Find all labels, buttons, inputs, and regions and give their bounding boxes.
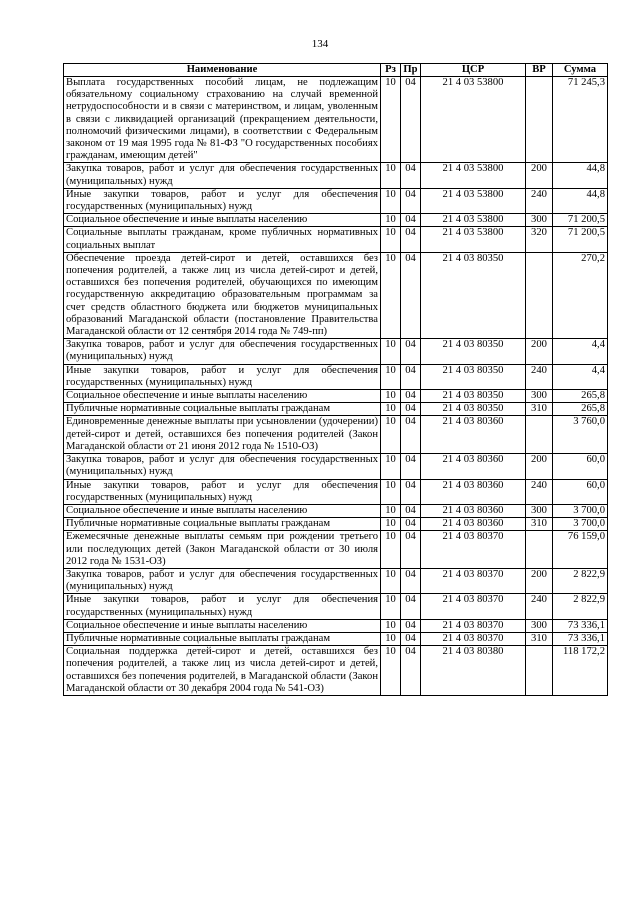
cell-name: Ежемесячные денежные выплаты семьям при рождении третьего или последующих детей (Закон Магаданской области от 30 июля 2012 года № 1531-ОЗ) <box>64 531 381 569</box>
cell-sum: 265,8 <box>553 403 608 416</box>
cell-csr: 21 4 03 80370 <box>421 531 526 569</box>
cell-csr: 21 4 03 80350 <box>421 252 526 338</box>
cell-csr: 21 4 03 80360 <box>421 416 526 454</box>
cell-vr: 200 <box>526 339 553 364</box>
cell-csr: 21 4 03 80350 <box>421 339 526 364</box>
cell-name: Публичные нормативные социальные выплаты гражданам <box>64 403 381 416</box>
cell-csr: 21 4 03 80370 <box>421 619 526 632</box>
cell-name: Социальное обеспечение и иные выплаты населению <box>64 619 381 632</box>
cell-name: Социальные выплаты гражданам, кроме публичных нормативных социальных выплат <box>64 227 381 252</box>
cell-name: Иные закупки товаров, работ и услуг для обеспечения государственных (муниципальных) нужд <box>64 594 381 619</box>
cell-vr <box>526 646 553 696</box>
cell-sum: 71 245,3 <box>553 77 608 163</box>
cell-vr: 300 <box>526 214 553 227</box>
cell-pr: 04 <box>401 416 421 454</box>
cell-name: Социальное обеспечение и иные выплаты населению <box>64 390 381 403</box>
cell-name: Обеспечение проезда детей-сирот и детей, оставшихся без попечения родителей, а также лиц из числа детей-сирот и детей, оставшихся без попечения родителей, обучающихся по имеющим государственную аккредитацию образовательным программам за счет средств областного бюджета или бюджетов муниципальных образований Магаданской области (постановление Правительства Магаданской области от 12 сентября 2014 года № 749-пп) <box>64 252 381 338</box>
cell-sum: 71 200,5 <box>553 214 608 227</box>
cell-sum: 265,8 <box>553 390 608 403</box>
cell-csr: 21 4 03 53800 <box>421 227 526 252</box>
cell-rz: 10 <box>381 619 401 632</box>
cell-vr: 300 <box>526 504 553 517</box>
cell-vr: 240 <box>526 479 553 504</box>
table-body <box>64 77 608 696</box>
cell-csr: 21 4 03 80380 <box>421 646 526 696</box>
page-number: 134 <box>311 38 329 50</box>
table-row <box>64 252 608 338</box>
cell-csr: 21 4 03 80370 <box>421 632 526 645</box>
cell-name: Единовременные денежные выплаты при усыновлении (удочерении) детей-сирот и детей, оставшихся без попечения родителей (Закон Магаданской области от 21 июня 2012 года № 1510-ОЗ) <box>64 416 381 454</box>
cell-sum: 270,2 <box>553 252 608 338</box>
cell-pr: 04 <box>401 188 421 213</box>
cell-csr: 21 4 03 53800 <box>421 214 526 227</box>
cell-pr: 04 <box>401 252 421 338</box>
cell-csr: 21 4 03 53800 <box>421 163 526 188</box>
table-row <box>64 227 608 252</box>
cell-pr: 04 <box>401 77 421 163</box>
cell-name: Иные закупки товаров, работ и услуг для обеспечения государственных (муниципальных) нужд <box>64 188 381 213</box>
cell-sum: 71 200,5 <box>553 227 608 252</box>
table-row <box>64 390 608 403</box>
cell-csr: 21 4 03 80370 <box>421 594 526 619</box>
cell-vr: 200 <box>526 454 553 479</box>
cell-pr: 04 <box>401 403 421 416</box>
cell-sum: 73 336,1 <box>553 632 608 645</box>
cell-vr: 240 <box>526 594 553 619</box>
cell-vr: 310 <box>526 632 553 645</box>
cell-rz: 10 <box>381 252 401 338</box>
cell-rz: 10 <box>381 188 401 213</box>
table-row <box>64 568 608 593</box>
cell-vr: 240 <box>526 188 553 213</box>
cell-sum: 44,8 <box>553 188 608 213</box>
cell-rz: 10 <box>381 531 401 569</box>
table-row <box>64 77 608 163</box>
cell-rz: 10 <box>381 227 401 252</box>
cell-vr: 300 <box>526 390 553 403</box>
cell-rz: 10 <box>381 568 401 593</box>
cell-csr: 21 4 03 80350 <box>421 364 526 389</box>
header-rz: Рз <box>381 64 401 77</box>
header-pr: Пр <box>401 64 421 77</box>
header-vr: ВР <box>526 64 553 77</box>
table-row <box>64 619 608 632</box>
cell-csr: 21 4 03 80360 <box>421 479 526 504</box>
header-sum: Сумма <box>553 64 608 77</box>
cell-rz: 10 <box>381 163 401 188</box>
cell-sum: 4,4 <box>553 364 608 389</box>
cell-vr <box>526 416 553 454</box>
cell-csr: 21 4 03 53800 <box>421 77 526 163</box>
cell-pr: 04 <box>401 364 421 389</box>
cell-name: Социальное обеспечение и иные выплаты населению <box>64 214 381 227</box>
cell-sum: 3 700,0 <box>553 518 608 531</box>
budget-table <box>63 63 608 696</box>
cell-vr: 310 <box>526 518 553 531</box>
cell-sum: 44,8 <box>553 163 608 188</box>
cell-csr: 21 4 03 80360 <box>421 518 526 531</box>
cell-vr <box>526 252 553 338</box>
cell-name: Публичные нормативные социальные выплаты гражданам <box>64 518 381 531</box>
cell-sum: 76 159,0 <box>553 531 608 569</box>
cell-pr: 04 <box>401 632 421 645</box>
header-name: Наименование <box>64 64 381 77</box>
cell-rz: 10 <box>381 364 401 389</box>
cell-sum: 3 760,0 <box>553 416 608 454</box>
cell-vr: 300 <box>526 619 553 632</box>
cell-name: Закупка товаров, работ и услуг для обеспечения государственных (муниципальных) нужд <box>64 568 381 593</box>
table-row <box>64 416 608 454</box>
cell-sum: 3 700,0 <box>553 504 608 517</box>
table-row <box>64 518 608 531</box>
cell-vr: 200 <box>526 568 553 593</box>
cell-pr: 04 <box>401 619 421 632</box>
table-row <box>64 504 608 517</box>
cell-name: Иные закупки товаров, работ и услуг для обеспечения государственных (муниципальных) нужд <box>64 479 381 504</box>
cell-pr: 04 <box>401 227 421 252</box>
cell-name: Выплата государственных пособий лицам, не подлежащим обязательному социальному страхованию на случай временной нетрудоспособности и в связи с материнством, и лицам, уволенным в связи с ликвидацией организаций (прекращением деятельности, полномочий физическими лицами), в соответствии с Федеральным законом от 19 мая 1995 года № 81-ФЗ "О государственных пособиях гражданам, имеющим детей" <box>64 77 381 163</box>
cell-pr: 04 <box>401 163 421 188</box>
table-row <box>64 531 608 569</box>
cell-name: Публичные нормативные социальные выплаты гражданам <box>64 632 381 645</box>
cell-sum: 4,4 <box>553 339 608 364</box>
cell-name: Закупка товаров, работ и услуг для обеспечения государственных (муниципальных) нужд <box>64 454 381 479</box>
cell-name: Иные закупки товаров, работ и услуг для обеспечения государственных (муниципальных) нужд <box>64 364 381 389</box>
cell-rz: 10 <box>381 479 401 504</box>
cell-vr: 310 <box>526 403 553 416</box>
table-row <box>64 188 608 213</box>
cell-rz: 10 <box>381 454 401 479</box>
cell-csr: 21 4 03 80360 <box>421 454 526 479</box>
cell-rz: 10 <box>381 403 401 416</box>
table-row <box>64 632 608 645</box>
cell-rz: 10 <box>381 518 401 531</box>
cell-pr: 04 <box>401 504 421 517</box>
cell-sum: 2 822,9 <box>553 568 608 593</box>
cell-csr: 21 4 03 80370 <box>421 568 526 593</box>
cell-pr: 04 <box>401 568 421 593</box>
cell-sum: 60,0 <box>553 454 608 479</box>
header-csr: ЦСР <box>421 64 526 77</box>
cell-rz: 10 <box>381 646 401 696</box>
table-row <box>64 479 608 504</box>
cell-rz: 10 <box>381 77 401 163</box>
table-row <box>64 214 608 227</box>
cell-pr: 04 <box>401 214 421 227</box>
table-header-row <box>64 64 608 77</box>
cell-csr: 21 4 03 80360 <box>421 504 526 517</box>
cell-pr: 04 <box>401 390 421 403</box>
table-row <box>64 403 608 416</box>
table-row <box>64 594 608 619</box>
cell-csr: 21 4 03 80350 <box>421 390 526 403</box>
cell-csr: 21 4 03 53800 <box>421 188 526 213</box>
table-row <box>64 339 608 364</box>
cell-rz: 10 <box>381 504 401 517</box>
cell-pr: 04 <box>401 518 421 531</box>
table-row <box>64 163 608 188</box>
cell-pr: 04 <box>401 454 421 479</box>
cell-vr <box>526 77 553 163</box>
cell-rz: 10 <box>381 632 401 645</box>
cell-pr: 04 <box>401 479 421 504</box>
cell-pr: 04 <box>401 594 421 619</box>
cell-pr: 04 <box>401 646 421 696</box>
table-row <box>64 646 608 696</box>
cell-sum: 73 336,1 <box>553 619 608 632</box>
cell-rz: 10 <box>381 594 401 619</box>
cell-name: Социальное обеспечение и иные выплаты населению <box>64 504 381 517</box>
cell-vr: 240 <box>526 364 553 389</box>
table-row <box>64 364 608 389</box>
cell-rz: 10 <box>381 416 401 454</box>
cell-vr: 200 <box>526 163 553 188</box>
cell-name: Социальная поддержка детей-сирот и детей, оставшихся без попечения родителей, а также лиц из числа детей-сирот и детей, оставшихся без попечения родителей, в Магаданской области (Закон Магаданской области от 30 декабря 2004 года № 541-ОЗ) <box>64 646 381 696</box>
cell-rz: 10 <box>381 339 401 364</box>
cell-sum: 60,0 <box>553 479 608 504</box>
cell-sum: 2 822,9 <box>553 594 608 619</box>
cell-csr: 21 4 03 80350 <box>421 403 526 416</box>
cell-name: Закупка товаров, работ и услуг для обеспечения государственных (муниципальных) нужд <box>64 163 381 188</box>
cell-name: Закупка товаров, работ и услуг для обеспечения государственных (муниципальных) нужд <box>64 339 381 364</box>
cell-rz: 10 <box>381 390 401 403</box>
cell-sum: 118 172,2 <box>553 646 608 696</box>
table-row <box>64 454 608 479</box>
cell-pr: 04 <box>401 531 421 569</box>
cell-vr <box>526 531 553 569</box>
cell-pr: 04 <box>401 339 421 364</box>
cell-vr: 320 <box>526 227 553 252</box>
cell-rz: 10 <box>381 214 401 227</box>
